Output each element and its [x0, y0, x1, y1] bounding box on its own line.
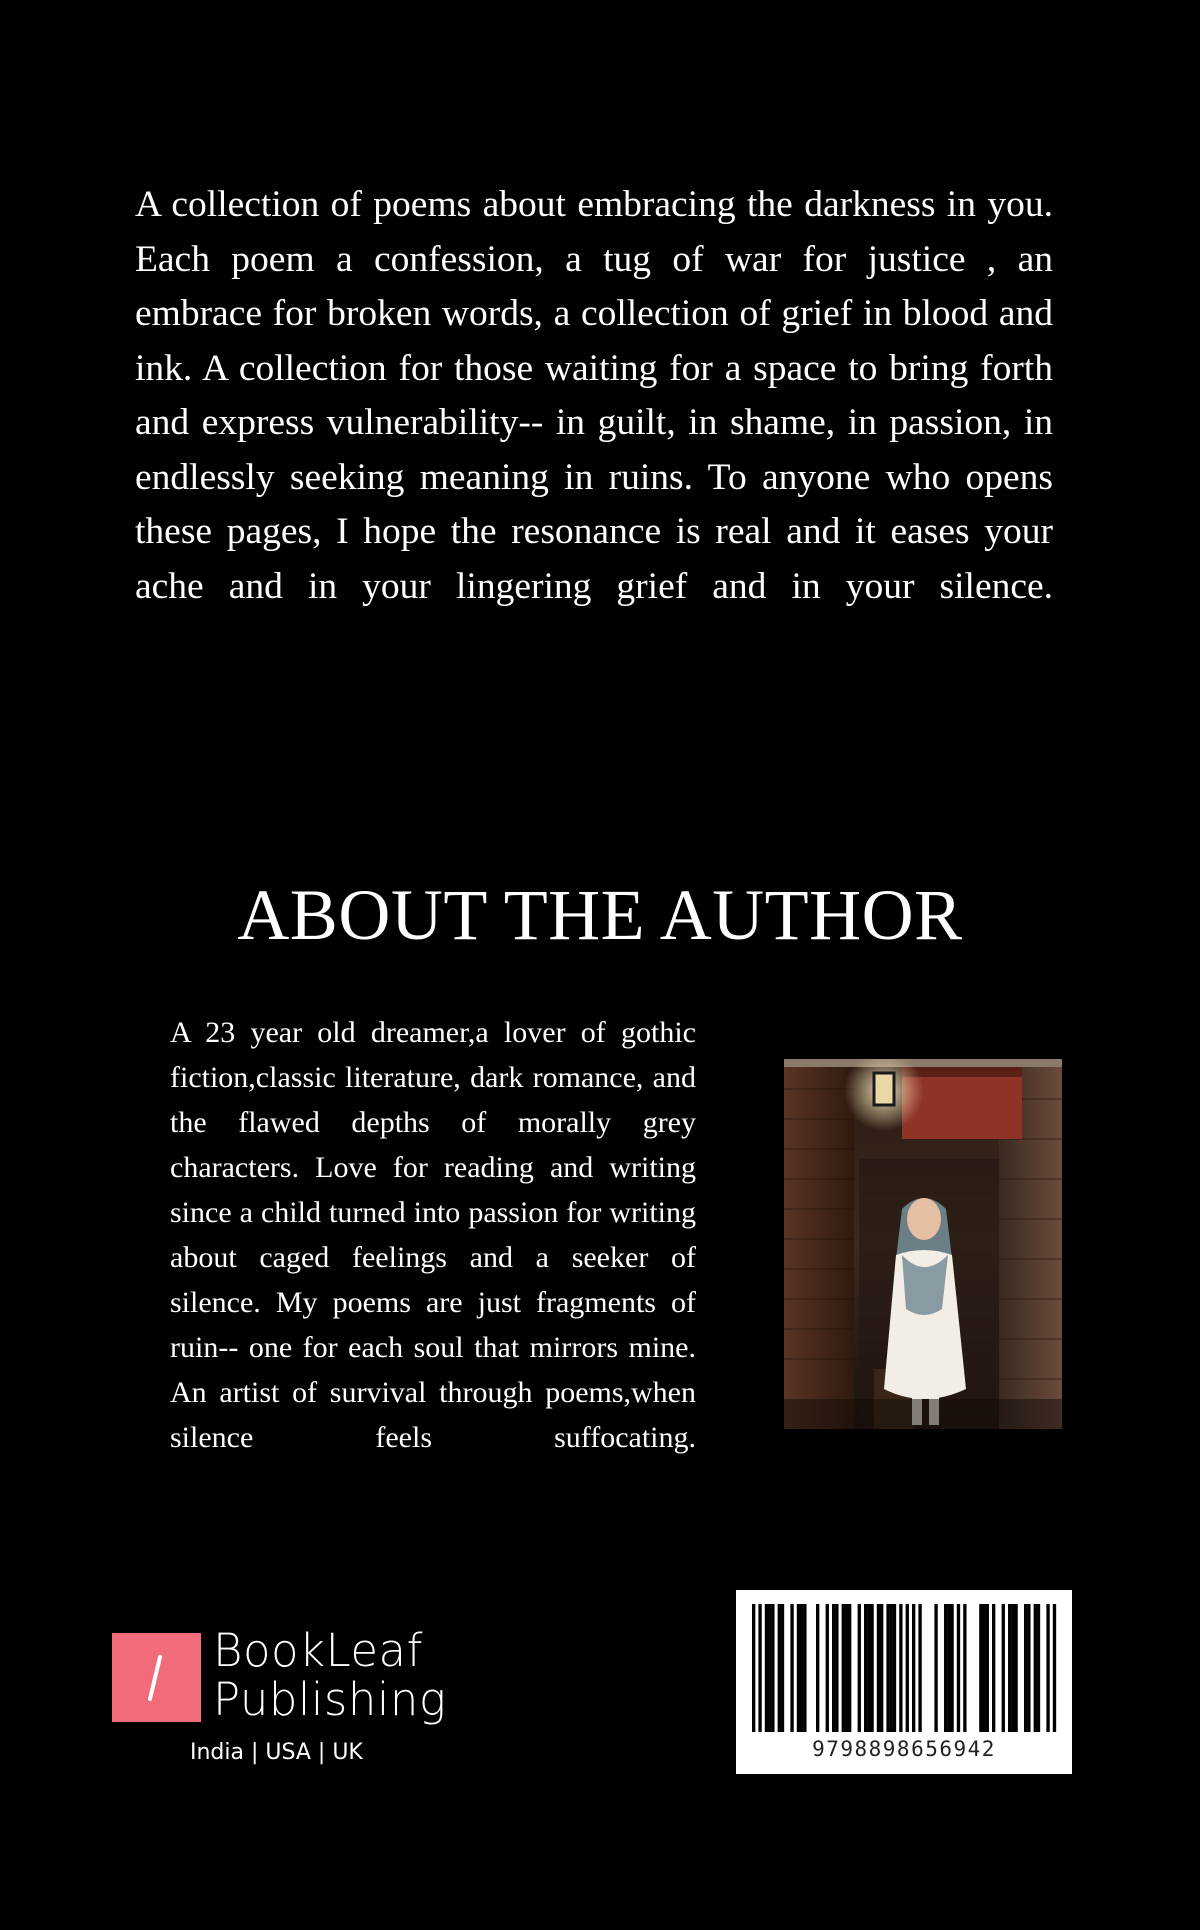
barcode-bar	[800, 1604, 803, 1732]
barcode-bar	[765, 1604, 768, 1732]
barcode-bar	[877, 1604, 880, 1732]
publisher-name	[213, 1626, 446, 1724]
barcode-bar	[963, 1604, 966, 1732]
barcode-bar	[845, 1604, 848, 1732]
barcode-bar	[835, 1604, 838, 1732]
barcode-bar	[1011, 1604, 1014, 1732]
barcode-bar	[944, 1604, 947, 1732]
barcode-bar	[781, 1604, 784, 1732]
barcode-bar	[832, 1604, 835, 1732]
barcode-bar	[992, 1604, 995, 1732]
barcode-bar	[803, 1604, 806, 1732]
barcode-bar	[1037, 1604, 1040, 1732]
barcode-bar	[797, 1604, 800, 1732]
barcode-bar	[864, 1604, 867, 1732]
barcode-bar	[957, 1604, 960, 1732]
barcode-bar	[858, 1604, 861, 1732]
barcode-bar	[758, 1604, 761, 1732]
barcode-bar	[1008, 1604, 1011, 1732]
barcode-bar	[912, 1604, 915, 1732]
barcode-bar	[982, 1604, 985, 1732]
barcode-bar	[768, 1604, 771, 1732]
barcode-bar	[947, 1604, 950, 1732]
barcode-bar	[842, 1604, 845, 1732]
publisher-name-line1: BookLeaf	[213, 1624, 423, 1677]
barcode-bar	[1053, 1604, 1056, 1732]
barcode-bar	[1014, 1604, 1017, 1732]
isbn-number: 9798898656942	[812, 1737, 996, 1761]
author-bio: A 23 year old dreamer,a lover of gothic fiction,classic literature, dark romance, and the flawed depths of morally grey characters. Love for reading and writing since a child turned into passion for writing about caged feelings and a seeker of silence. My poems are just fragments of ruin-- one for each soul that mirrors mine. An artist of survival through poems,when silence feels suffocating.	[170, 1016, 696, 1454]
barcode-bar	[934, 1604, 937, 1732]
barcode-bar	[1024, 1604, 1027, 1732]
author-photo	[784, 1059, 1062, 1429]
barcode-bar	[1046, 1604, 1049, 1732]
barcode-bar	[867, 1604, 870, 1732]
isbn-barcode	[736, 1590, 1072, 1774]
barcode-bar	[790, 1604, 793, 1732]
barcode-bar	[870, 1604, 873, 1732]
barcode-bar	[848, 1604, 851, 1732]
barcode-bar	[826, 1604, 829, 1732]
about-author-heading: ABOUT THE AUTHOR	[237, 875, 963, 955]
barcode-bar	[950, 1604, 953, 1732]
book-blurb: A collection of poems about embracing the darkness in you. Each poem a confession, a tug of war for justice , an embrace for broken words, a collection of grief in blood and ink. A collection for those waiting for a space to bring forth and express vulnerability-- in guilt, in shame, in passion, in endlessly seeking meaning in ruins. To anyone who opens these pages, I hope the resonance is real and it eases your ache and in your lingering grief and in your silence.	[135, 184, 1053, 607]
barcode-bar	[886, 1604, 889, 1732]
barcode-bar	[893, 1604, 896, 1732]
barcode-bar	[771, 1604, 774, 1732]
publisher-regions: India | USA | UK	[190, 1740, 363, 1765]
barcode-bar	[979, 1604, 982, 1732]
barcode-bar	[890, 1604, 893, 1732]
barcode-bar	[752, 1604, 755, 1732]
publisher-name-line2: Publishing	[213, 1673, 447, 1726]
barcode-bar	[906, 1604, 909, 1732]
barcode-bar	[899, 1604, 902, 1732]
barcode-bar	[880, 1604, 883, 1732]
slash-icon	[112, 1633, 201, 1722]
publisher-logo	[112, 1624, 472, 1770]
barcode-bar	[1002, 1604, 1005, 1732]
barcode-bar	[986, 1604, 989, 1732]
barcode-bar	[778, 1604, 781, 1732]
barcode-bar	[816, 1604, 819, 1732]
barcode-bar	[1027, 1604, 1030, 1732]
barcode-bar	[918, 1604, 921, 1732]
barcode-bar	[1034, 1604, 1037, 1732]
